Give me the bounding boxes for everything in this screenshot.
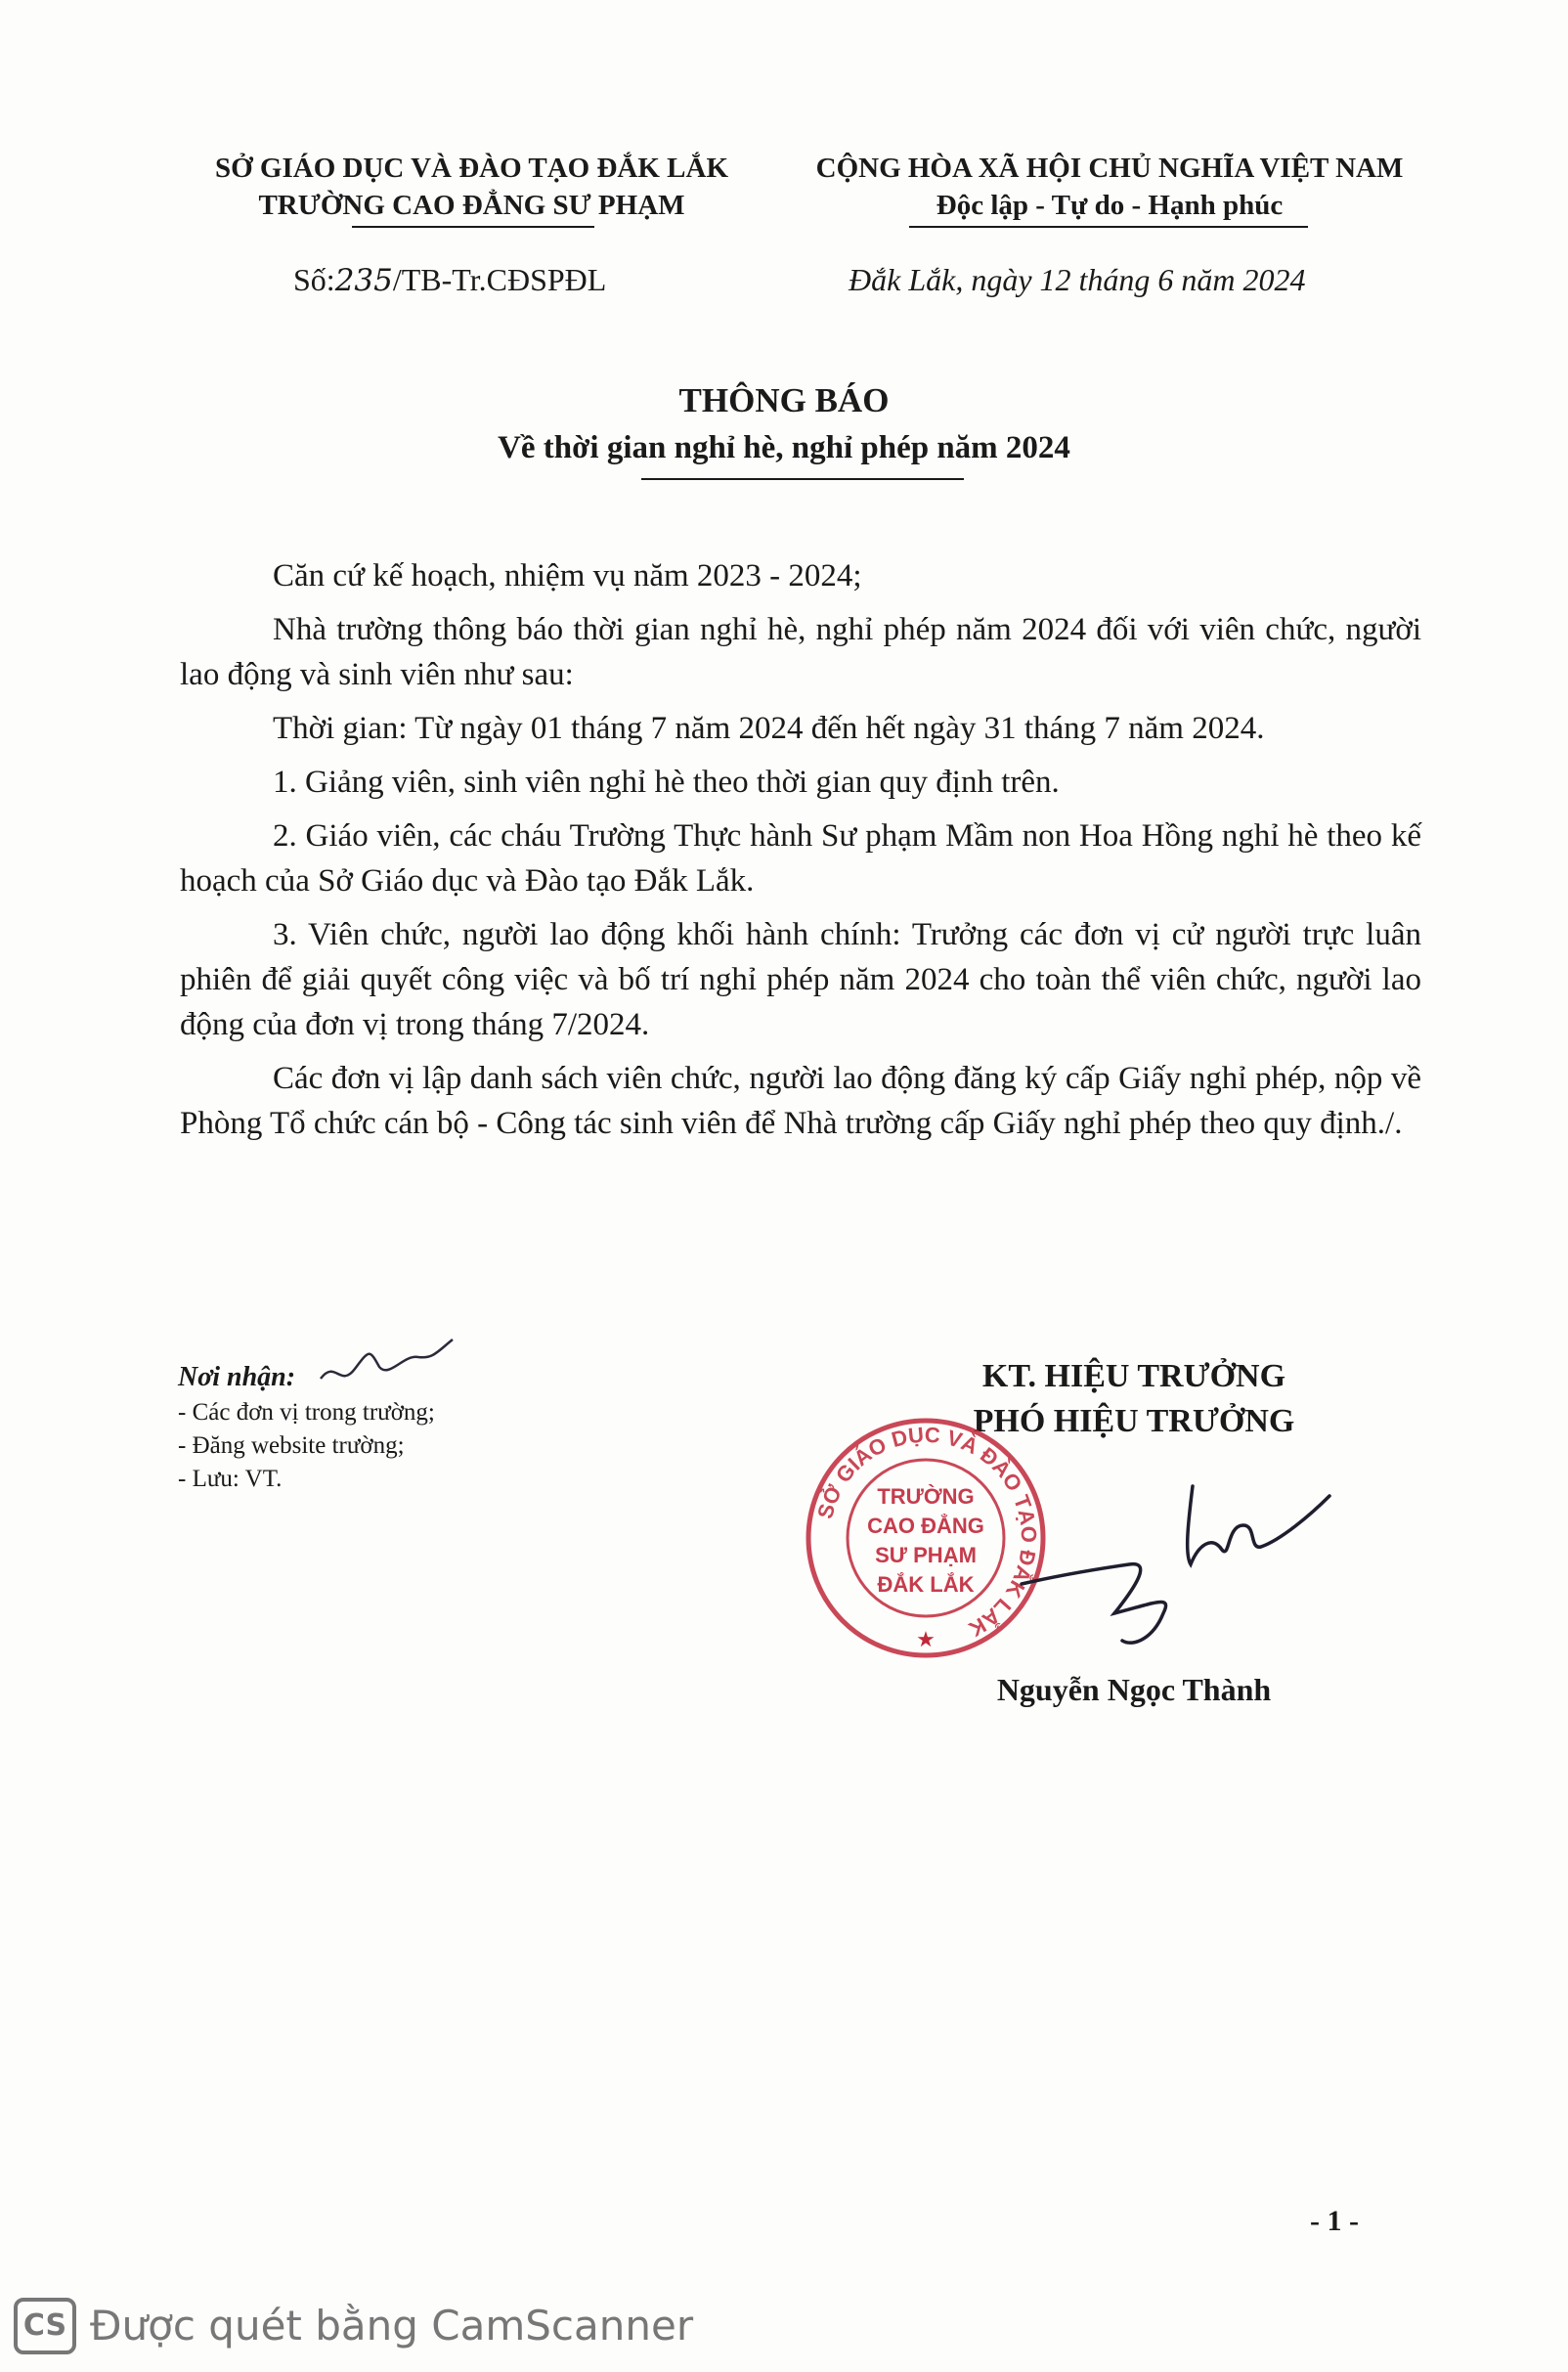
handwritten-signature	[1017, 1467, 1339, 1662]
recipients-label: Nơi nhận:	[178, 1362, 296, 1392]
signature-line-1: KT. HIỆU TRƯỞNG	[981, 1358, 1286, 1394]
body-paragraph-5: 2. Giáo viên, các cháu Trường Thực hành Sư phạm Mầm non Hoa Hồng nghỉ hè theo kế hoạch của Sở Giáo dục và Đào tạo Đắk Lắk.	[180, 818, 1421, 899]
signature-line-2: PHÓ HIỆU TRƯỞNG	[973, 1403, 1295, 1439]
number-suffix: /TB-Tr.CĐSPĐL	[392, 262, 607, 297]
signer-name: Nguyễn Ngọc Thành	[996, 1672, 1272, 1707]
subtitle-underline	[641, 478, 964, 480]
header-right-underline	[909, 226, 1308, 228]
page-number: - 1 -	[1310, 2205, 1359, 2237]
seal-center-line: ĐẮK LẮK	[877, 1572, 975, 1597]
school-seal	[804, 1406, 1048, 1670]
header-left-underline	[352, 226, 594, 228]
national-motto: Độc lập - Tự do - Hạnh phúc	[936, 190, 1284, 221]
seal-center-line: TRƯỜNG	[877, 1484, 975, 1509]
camscanner-watermark: Được quét bằng CamScanner	[90, 2302, 694, 2350]
body-paragraph-2: Nhà trường thông báo thời gian nghỉ hè, nghỉ phép năm 2024 đối với viên chức, người lao động và sinh viên như sau:	[180, 612, 1421, 692]
camscanner-logo-icon: CS	[14, 2298, 76, 2354]
org-parent: SỞ GIÁO DỤC VÀ ĐÀO TẠO ĐẮK LẮK	[214, 153, 729, 184]
national-title: CỘNG HÒA XÃ HỘI CHỦ NGHĨA VIỆT NAM	[815, 153, 1404, 184]
document-subtitle: Về thời gian nghỉ hè, nghỉ phép năm 2024	[498, 430, 1070, 465]
body-paragraph-3: Thời gian: Từ ngày 01 tháng 7 năm 2024 đến hết ngày 31 tháng 7 năm 2024.	[273, 711, 1265, 746]
place-date: Đắk Lắk, ngày 12 tháng 6 năm 2024	[849, 262, 1306, 297]
body	[180, 553, 1421, 1155]
recipient-item: - Lưu: VT.	[178, 1466, 283, 1492]
body-paragraph-6: 3. Viên chức, người lao động khối hành chính: Trưởng các đơn vị cử người trực luân phiên để giải quyết công việc và bố trí nghỉ phép năm 2024 cho toàn thể viên chức, người lao động của đơn vị trong tháng 7/2024.	[180, 917, 1421, 1042]
body-paragraph-1: Căn cứ kế hoạch, nhiệm vụ năm 2023 - 2024;	[273, 558, 862, 593]
body-paragraph-4: 1. Giảng viên, sinh viên nghỉ hè theo thời gian quy định trên.	[273, 765, 1060, 800]
seal-ring-text: SỞ GIÁO DỤC VÀ ĐÀO TẠO ĐẮK LẮK	[812, 1422, 1042, 1643]
header-right	[787, 150, 1432, 224]
recipient-item: - Đăng website trường;	[178, 1432, 405, 1459]
body-paragraph-7: Các đơn vị lập danh sách viên chức, người lao động đăng ký cấp Giấy nghỉ phép, nộp về Phòng Tổ chức cán bộ - Công tác sinh viên để Nhà trường cấp Giấy nghỉ phép theo quy định./.	[180, 1061, 1421, 1141]
document-title: THÔNG BÁO	[678, 381, 890, 419]
seal-center-line: CAO ĐẲNG	[867, 1514, 984, 1538]
seal-star-icon: ★	[916, 1627, 936, 1651]
org-name: TRƯỜNG CAO ĐẲNG SƯ PHẠM	[258, 190, 685, 221]
recipient-item: - Các đơn vị trong trường;	[178, 1399, 435, 1426]
seal-center-line: SƯ PHẠM	[875, 1543, 977, 1567]
header-left	[191, 150, 753, 224]
handwritten-number: 235	[334, 263, 393, 298]
number-prefix: Số:	[293, 262, 335, 297]
document-number	[293, 262, 606, 298]
initials-mark	[311, 1330, 457, 1398]
